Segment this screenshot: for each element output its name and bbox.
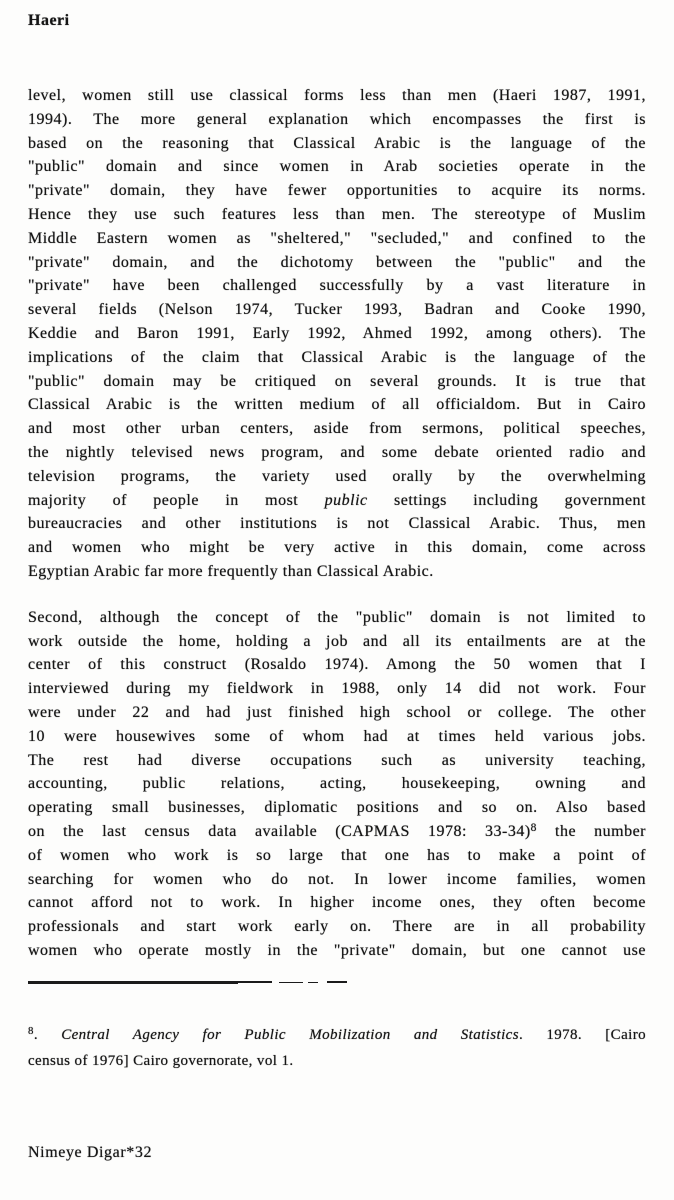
text-run: the nightly televised news program, and some debate oriented radio and [28, 443, 646, 461]
text-line [28, 346, 646, 370]
text-run: majority of people in most [28, 491, 325, 509]
text-run: Egyptian Arabic far more frequently than Classical Arabic. [28, 562, 434, 580]
text-line [28, 370, 646, 394]
text-line [28, 536, 646, 560]
text-run: public [324, 491, 368, 509]
text-line [28, 417, 646, 441]
separator-segment [238, 981, 272, 983]
text-run: "private" domain, and the dichotomy between the "public" and the [28, 253, 646, 271]
text-line [28, 251, 646, 275]
text-run: . 1978. [Cairo [518, 1027, 646, 1043]
text-run: television programs, the variety used orally by the overwhelming [28, 467, 646, 485]
text-run: center of this construct (Rosaldo 1974). Among the 50 women that I [28, 656, 646, 674]
text-line [28, 108, 646, 132]
text-line [28, 393, 646, 417]
text-run: cannot afford not to work. In higher income ones, they often become [28, 894, 646, 912]
text-line [28, 939, 646, 963]
text-run: Central Agency for Public Mobilization and Statistics [61, 1027, 519, 1043]
text-run: of women who work is so large that one has to make a point of [28, 846, 646, 864]
text-run: level, women still use classical forms less than men (Haeri 1987, 1991, [28, 87, 646, 104]
text-run: interviewed during my fieldwork in 1988, only 14 did not work. Four [28, 680, 646, 698]
text-run: several fields (Nelson 1974, Tucker 1993, Badran and Cooke 1990, [28, 301, 646, 319]
text-line [28, 606, 646, 630]
text-run: women who operate mostly in the "private" domain, but one cannot use [28, 941, 646, 959]
separator-dash [279, 982, 303, 983]
text-run: census of 1976] Cairo governorate, vol 1. [28, 1053, 294, 1069]
text-run: operating small businesses, diplomatic positions and so on. Also based [28, 799, 646, 817]
text-line [28, 677, 646, 701]
text-run: on the last census data available (CAPMAS 1978: 33-34) [28, 822, 531, 840]
text-line [28, 155, 646, 179]
text-run: Middle Eastern women as "sheltered," "secluded," and confined to the [28, 229, 646, 247]
text-line [28, 489, 646, 513]
text-run: "private" domain, they have fewer opportunities to acquire its norms. [28, 182, 646, 200]
text-run: and women who might be very active in this domain, come across [28, 539, 646, 557]
text-line [28, 1022, 646, 1048]
footnote-separator [28, 981, 347, 984]
text-line [28, 132, 646, 156]
text-run: accounting, public relations, acting, housekeeping, owning and [28, 775, 646, 793]
text-line [28, 891, 646, 915]
text-line [28, 227, 646, 251]
text-line [28, 560, 646, 584]
text-line [28, 749, 646, 773]
text-line [28, 465, 646, 489]
text-run: implications of the claim that Classical Arabic is the language of the [28, 348, 646, 366]
text-line [28, 274, 646, 298]
text-line [28, 203, 646, 227]
text-run: 1994). The more general explanation which encompasses the first is [28, 110, 646, 128]
text-line [28, 653, 646, 677]
text-line [28, 1048, 646, 1074]
footnote-marker: 8 [28, 1025, 34, 1038]
text-run: "public" domain and since women in Arab societies operate in the [28, 158, 646, 176]
text-line [28, 441, 646, 465]
running-header: Haeri [28, 12, 70, 29]
text-line [28, 725, 646, 749]
text-run: Second, although the concept of the "public" domain is not limited to [28, 608, 646, 626]
text-run: "private" have been challenged successfully by a vast literature in [28, 277, 646, 295]
text-run: based on the reasoning that Classical Arabic is the language of the [28, 134, 646, 152]
separator-segment [28, 981, 238, 984]
text-run: settings including government [367, 491, 646, 509]
text-run: bureaucracies and other institutions is not Classical Arabic. Thus, men [28, 515, 646, 533]
text-run: "public" domain may be critiqued on several grounds. It is true that [28, 372, 646, 390]
text-line [28, 630, 646, 654]
text-line [28, 179, 646, 203]
text-line [28, 298, 646, 322]
text-line [28, 772, 646, 796]
text-line [28, 84, 646, 108]
footnote [28, 1022, 646, 1074]
text-line [28, 701, 646, 725]
page-number: Nimeye Digar*32 [28, 1144, 153, 1161]
text-line [28, 844, 646, 868]
text-line [28, 796, 646, 820]
text-run: searching for women who do not. In lower income families, women [28, 870, 646, 888]
paragraph-2 [28, 606, 646, 963]
footnote-marker: 8 [530, 821, 537, 834]
separator-dash [327, 981, 347, 983]
text-run: professionals and start work early on. There are in all probability [28, 918, 646, 936]
text-line [28, 915, 646, 939]
text-line [28, 868, 646, 892]
paragraph-1 [28, 84, 646, 584]
text-run: work outside the home, holding a job and all its entailments are at the [28, 632, 646, 650]
text-line [28, 820, 646, 844]
text-run: . [33, 1027, 62, 1043]
text-run: The rest had diverse occupations such as university teaching, [28, 751, 646, 769]
text-run: Classical Arabic is the written medium of all officialdom. But in Cairo [28, 396, 646, 414]
text-line [28, 322, 646, 346]
text-run: Keddie and Baron 1991, Early 1992, Ahmed 1992, among others). The [28, 324, 646, 342]
text-run: the number [536, 822, 647, 840]
text-run: 10 were housewives some of whom had at times held various jobs. [28, 727, 646, 745]
text-run: and most other urban centers, aside from sermons, political speeches, [28, 420, 646, 438]
separator-dash [308, 982, 318, 983]
text-line [28, 512, 646, 536]
page-body [28, 84, 646, 963]
text-run: Hence they use such features less than men. The stereotype of Muslim [28, 205, 646, 223]
text-run: were under 22 and had just finished high school or college. The other [28, 703, 646, 721]
